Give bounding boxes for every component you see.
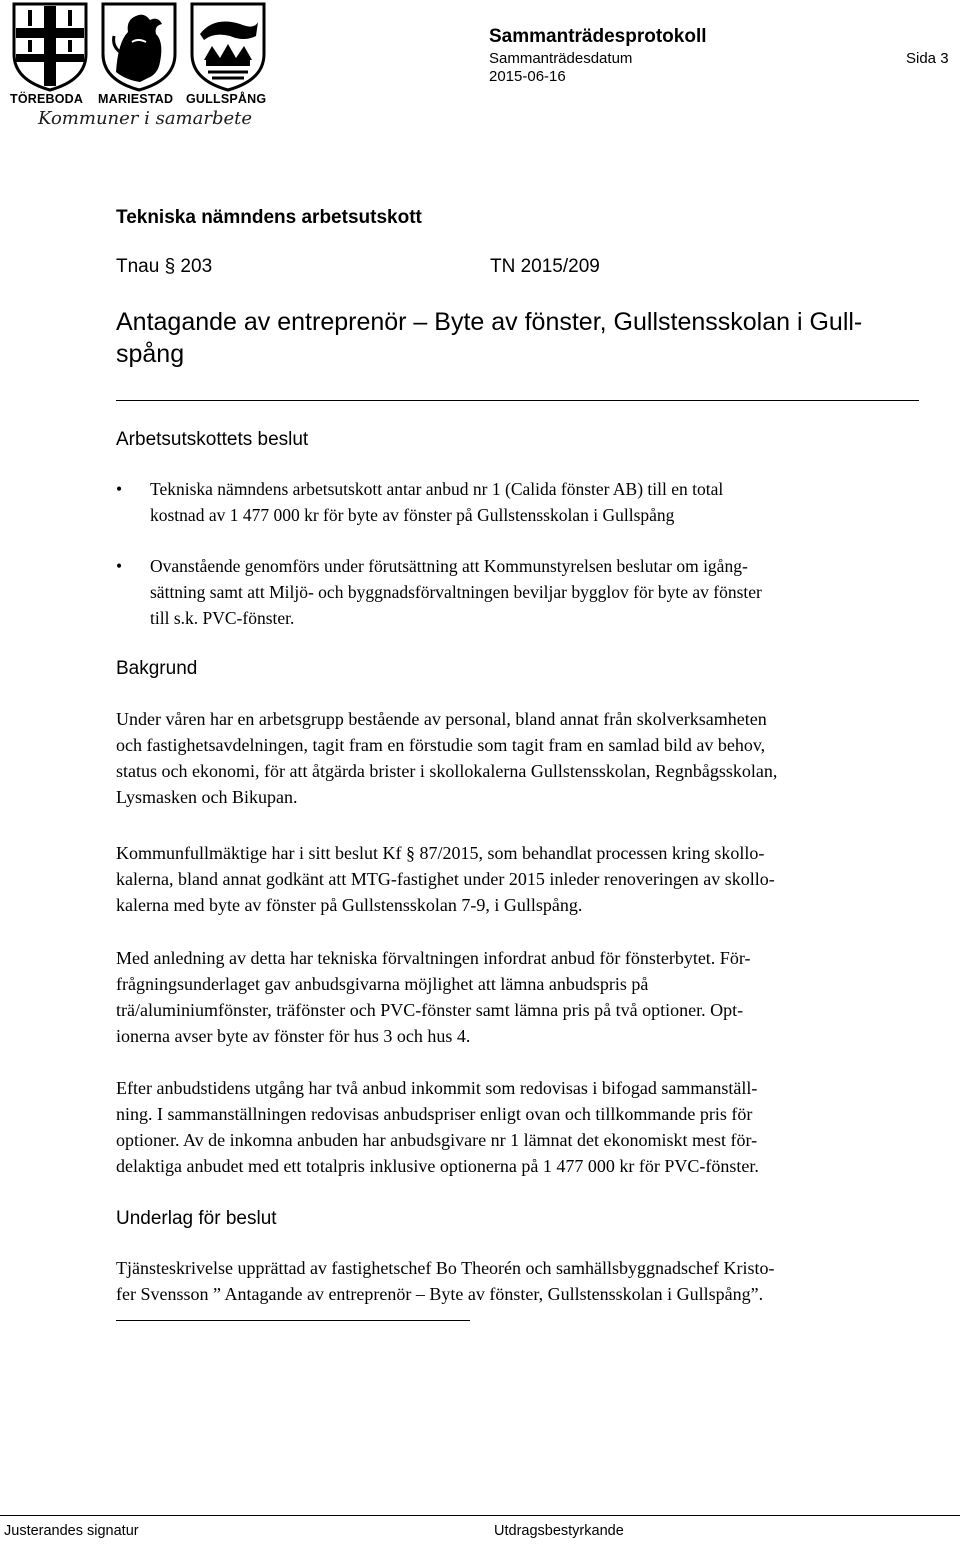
background-paragraph: Kommunfullmäktige har i sitt beslut Kf § 87/2015, som behandlat processen kring skollo- kalerna, bland annat godkänt att MTG-fastighet under 2015 inleder renoveringen av skollo- kalerna med byte av fönster på Gullstensskolan 7-9, i Gullspång. xyxy=(116,843,775,915)
case-paragraph-id: Tnau § 203 xyxy=(116,256,213,277)
decision-bullet xyxy=(116,476,936,528)
background-paragraph: Efter anbudstidens utgång har två anbud inkommit som redovisas i bifogad sammanställ- ning. I sammanställningen redovisas anbudspriser enligt ovan och tillkommande pris för optioner. Av de inkomna anbuden har anbudsgivare nr 1 lämnat det ekonomiskt mest för- delaktiga anbudet med ett totalpris inklusive optionerna på 1 477 000 kr för PVC-fönster. xyxy=(116,1078,759,1176)
logo-tagline: Kommuner i samarbete xyxy=(38,108,253,129)
bullet-icon: • xyxy=(116,479,123,499)
coat-of-arms-icon xyxy=(8,2,266,92)
committee-title: Tekniska nämndens arbetsutskott xyxy=(116,207,422,228)
decision-bullet-text: Ovanstående genomförs under förutsättning att Kommunstyrelsen beslutar om igång- sättning samt att Miljö- och byggnadsförvaltningen beviljar bygglov för byte av fönster till s.k. PVC-fönster. xyxy=(150,556,762,628)
case-heading: Antagande av entreprenör – Byte av fönster, Gullstensskolan i Gull- spång xyxy=(116,308,863,368)
decision-bullet xyxy=(116,553,936,631)
logo-name-toreboda: TÖREBODA xyxy=(10,92,84,106)
background-paragraph: Under våren har en arbetsgrupp bestående av personal, bland annat från skolverksamheten och fastighetsavdelningen, tagit fram en förstudie som tagit fram en samlad bild av behov, status och ekonomi, för att åtgärda brister i skollokalerna Gullstensskolan, Regnbågsskolan, Lysmasken och Bikupan. xyxy=(116,709,778,807)
bullet-icon: • xyxy=(116,556,123,576)
signature-label: Justerandes signatur xyxy=(4,1523,139,1539)
background-title: Bakgrund xyxy=(116,658,198,679)
protocol-title: Sammanträdesprotokoll xyxy=(489,26,707,47)
basis-text: Tjänsteskrivelse upprättad av fastighetschef Bo Theorén och samhällsbyggnadschef Kristo- fer Svensson ” Antagande av entreprenör – Byte av fönster, Gullstensskolan i Gullspång”. xyxy=(116,1258,775,1304)
extract-certification-label: Utdragsbestyrkande xyxy=(494,1523,624,1539)
toreboda-shield-icon xyxy=(14,4,86,90)
case-number: TN 2015/209 xyxy=(490,256,600,277)
decision-title: Arbetsutskottets beslut xyxy=(116,429,309,450)
mariestad-shield-icon xyxy=(103,4,175,90)
basis-title: Underlag för beslut xyxy=(116,1208,277,1229)
gullspang-shield-icon xyxy=(192,4,264,90)
footer-divider xyxy=(0,1515,960,1516)
logo-name-mariestad: MARIESTAD xyxy=(98,92,174,106)
municipalities-logo xyxy=(8,2,266,132)
heading-divider xyxy=(116,400,919,401)
logo-name-gullspang: GULLSPÅNG xyxy=(186,92,267,106)
meeting-date-label: Sammanträdesdatum xyxy=(489,50,633,67)
page-number: Sida 3 xyxy=(906,50,949,67)
end-divider xyxy=(116,1320,470,1321)
decision-bullet-text: Tekniska nämndens arbetsutskott antar anbud nr 1 (Calida fönster AB) till en total kostnad av 1 477 000 kr för byte av fönster på Gullstensskolan i Gullspång xyxy=(150,479,724,525)
meeting-date: 2015-06-16 xyxy=(489,68,566,85)
background-paragraph: Med anledning av detta har tekniska förvaltningen infordrat anbud för fönsterbytet. För- frågningsunderlaget gav anbudsgivarna möjlighet att lämna anbudspris på trä/aluminiumfönster, träfönster och PVC-fönster samt lämna pris på två optioner. Opt- ionerna avser byte av fönster för hus 3 och hus 4. xyxy=(116,948,751,1046)
